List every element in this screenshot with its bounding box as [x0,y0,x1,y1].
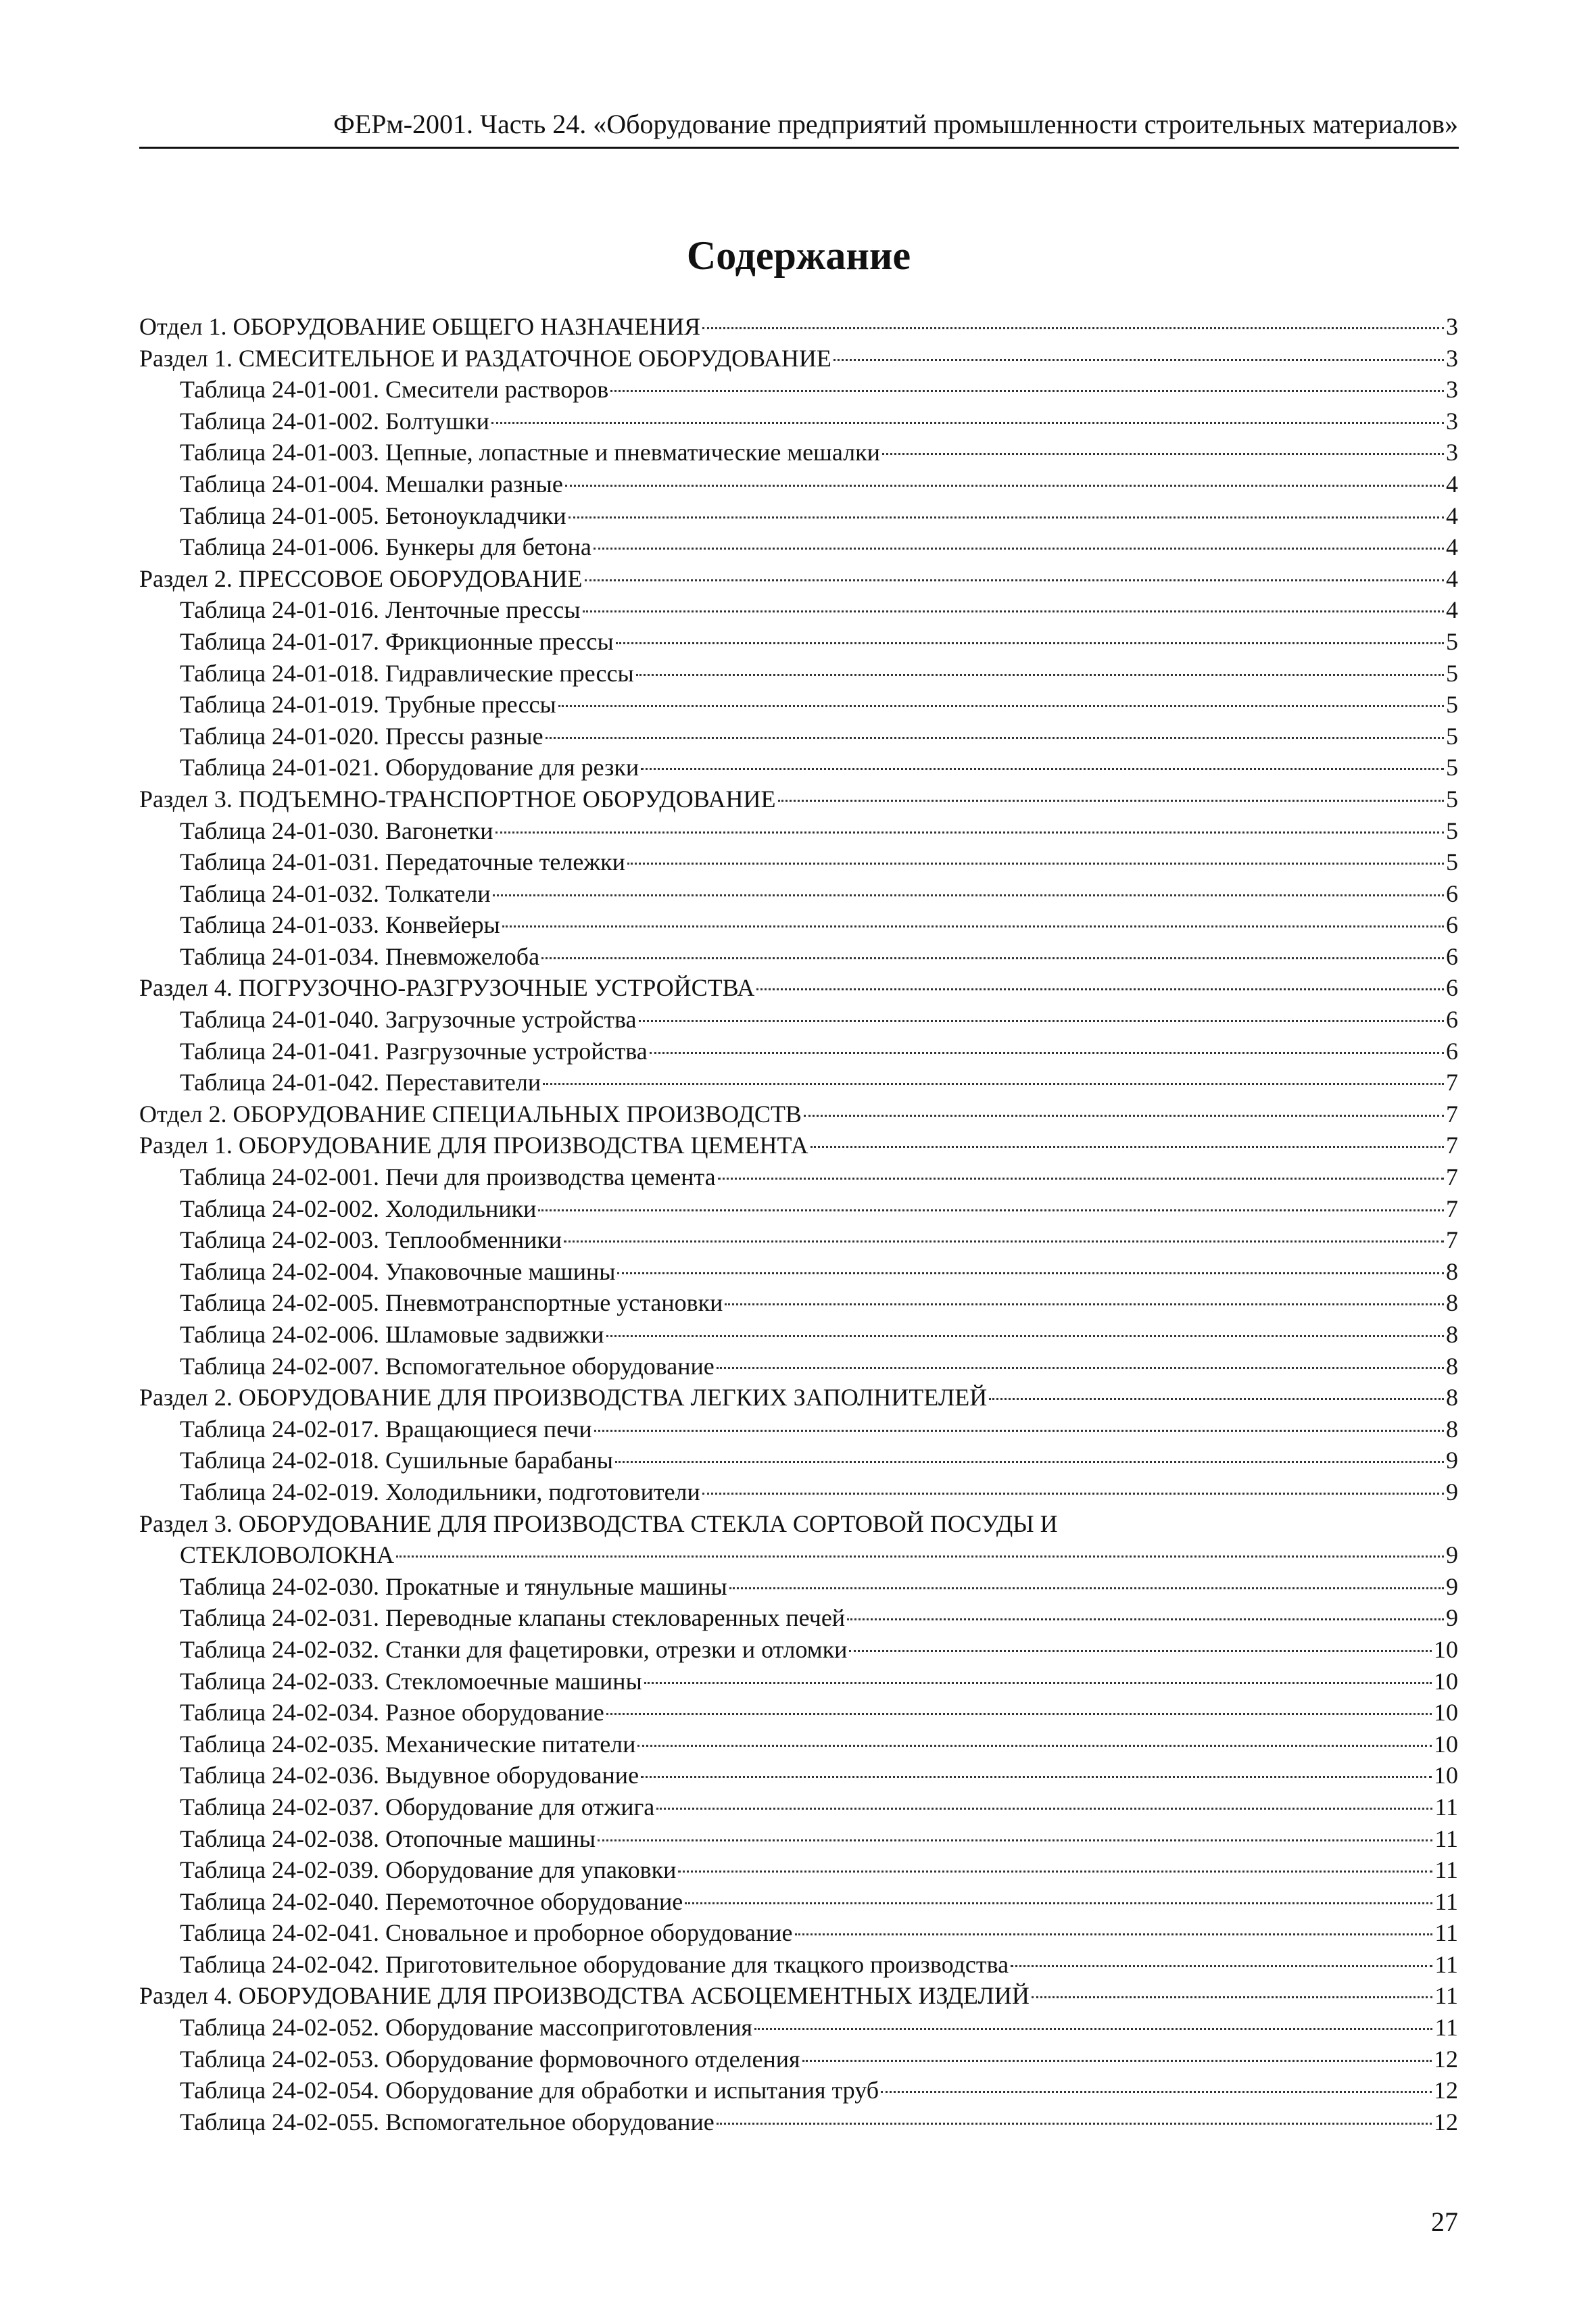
toc-entry-page: 11 [1434,1887,1458,1915]
toc-table-entry[interactable] [139,1036,1458,1067]
dot-leader [585,579,1444,581]
toc-table-entry[interactable] [139,1854,1458,1886]
toc-table-entry[interactable] [139,846,1458,878]
toc-table-entry[interactable] [139,406,1458,437]
page-number: 27 [1431,2206,1458,2237]
toc-entry-label: Таблица 24-02-017. Вращающиеся печи [180,1415,592,1443]
toc-entry-label: Таблица 24-02-035. Механические питатели [180,1730,636,1758]
toc-entry-page: 7 [1446,1226,1458,1254]
toc-entry-page: 9 [1446,1478,1458,1505]
dot-leader [725,1303,1444,1305]
toc-table-entry[interactable] [139,1823,1458,1855]
toc-section-entry[interactable] [139,1980,1458,2012]
toc-entry-label: Таблица 24-01-031. Передаточные тележки [180,848,625,876]
dot-leader [641,1776,1432,1778]
toc-entry-label: Таблица 24-01-040. Загрузочные устройства [180,1006,637,1034]
toc-entry-label: Таблица 24-02-005. Пневмотранспортные установки [180,1289,723,1317]
dot-leader [802,2060,1432,2062]
toc-entry-page: 12 [1434,2077,1458,2104]
toc-entry-label: Отдел 1. ОБОРУДОВАНИЕ ОБЩЕГО НАЗНАЧЕНИЯ [139,313,701,340]
toc-entry-label: Раздел 1. СМЕСИТЕЛЬНОЕ И РАЗДАТОЧНОЕ ОБОРУДОВАНИЕ [139,344,831,372]
toc-table-entry[interactable] [139,1067,1458,1099]
toc-entry-label: Таблица 24-02-031. Переводные клапаны стекловаренных печей [180,1604,846,1632]
toc-table-entry[interactable] [139,1602,1458,1634]
dot-leader [615,1461,1444,1463]
dot-leader [1011,1965,1432,1967]
dot-leader [811,1146,1444,1148]
dot-leader [617,1272,1444,1274]
toc-entry-label: Таблица 24-02-003. Теплообменники [180,1226,562,1254]
toc-entry-label: Таблица 24-01-003. Цепные, лопастные и пневматические мешалки [180,439,880,466]
toc-entry-page: 4 [1446,533,1458,561]
toc-entry-label: Таблица 24-01-016. Ленточные прессы [180,596,581,624]
dot-leader [1032,1996,1432,1998]
toc-entry-page: 7 [1446,1132,1458,1159]
toc-entry-label: Таблица 24-02-054. Оборудование для обработки и испытания труб [180,2077,879,2104]
toc-entry-page: 8 [1446,1352,1458,1380]
toc-section-entry[interactable] [139,1508,1458,1540]
toc-table-entry[interactable] [139,2106,1458,2138]
toc-entry-page: 11 [1434,1856,1458,1884]
dot-leader [565,485,1444,487]
dot-leader [594,548,1444,550]
dot-leader [717,2123,1432,2125]
toc-entry-page: 6 [1446,879,1458,907]
toc-entry-page: 6 [1446,1006,1458,1034]
toc-entry-label: Таблица 24-02-002. Холодильники [180,1195,537,1222]
toc-table-entry[interactable] [139,1729,1458,1760]
toc-section-entry[interactable] [139,343,1458,375]
toc-entry-page: 5 [1446,627,1458,655]
toc-entry-label: Таблица 24-02-034. Разное оборудование [180,1699,604,1727]
dot-leader [678,1871,1432,1873]
toc-table-entry[interactable] [139,815,1458,847]
toc-table-entry[interactable] [139,721,1458,752]
toc-entry-label: Таблица 24-01-004. Мешалки разные [180,470,563,498]
toc-table-entry[interactable] [139,752,1458,783]
toc-entry-page: 10 [1434,1762,1458,1789]
toc-entry-label: Таблица 24-02-019. Холодильники, подготовители [180,1478,700,1505]
toc-section-entry[interactable] [139,783,1458,815]
toc-entry-label: Таблица 24-02-001. Печи для производства цемента [180,1163,716,1191]
toc-table-entry[interactable] [139,1886,1458,1918]
toc-entry-page: 5 [1446,817,1458,844]
toc-entry-label: Раздел 1. ОБОРУДОВАНИЕ ДЛЯ ПРОИЗВОДСТВА ЦЕМЕНТА [139,1132,808,1159]
toc-entry-page: 11 [1434,1982,1458,2010]
toc-entry-label: Отдел 2. ОБОРУДОВАНИЕ СПЕЦИАЛЬНЫХ ПРОИЗВОДСТВ [139,1100,802,1128]
toc-entry-label: Раздел 4. ОБОРУДОВАНИЕ ДЛЯ ПРОИЗВОДСТВА АСБОЦЕМЕНТНЫХ ИЗДЕЛИЙ [139,1982,1030,2010]
toc-entry-page: 3 [1446,376,1458,404]
dot-leader [491,422,1444,424]
toc-table-entry[interactable] [139,437,1458,468]
toc-table-entry[interactable] [139,1256,1458,1288]
toc-table-entry[interactable] [139,594,1458,626]
toc-table-entry[interactable] [139,658,1458,690]
dot-leader [795,1933,1433,1935]
dot-leader [627,863,1444,865]
toc-entry-page: 11 [1434,1825,1458,1852]
toc-entry-page: 9 [1446,1447,1458,1474]
dot-leader [650,1052,1444,1054]
toc-entry-label: Таблица 24-02-007. Вспомогательное оборудование [180,1352,715,1380]
toc-entry-label: Таблица 24-02-042. Приготовительное оборудование для ткацкого производства [180,1950,1009,1978]
dot-leader [495,831,1444,834]
toc-entry-label: Таблица 24-01-021. Оборудование для резки [180,754,639,781]
dot-leader [637,1745,1432,1747]
toc-entry-page: 6 [1446,1037,1458,1065]
toc-entry-label: Таблица 24-02-018. Сушильные барабаны [180,1447,613,1474]
toc-entry-label: Таблица 24-02-038. Отопочные машины [180,1825,596,1852]
dot-leader [833,359,1444,361]
toc-entry-label: Таблица 24-02-041. Сновальное и проборное оборудование [180,1919,793,1947]
toc-table-entry[interactable] [139,374,1458,406]
dot-leader [564,1240,1444,1243]
toc-entry-label: Таблица 24-01-017. Фрикционные прессы [180,627,614,655]
toc-table-entry[interactable] [139,2012,1458,2044]
toc-entry-label: Таблица 24-01-002. Болтушки [180,407,489,435]
toc-entry-label: Таблица 24-01-032. Толкатели [180,879,491,907]
toc-entry-page: 6 [1446,911,1458,939]
toc-entry-page: 6 [1446,974,1458,1002]
toc-division-entry[interactable] [139,311,1458,343]
toc-entry-label: Таблица 24-01-020. Прессы разные [180,722,543,750]
dot-leader [606,1335,1444,1337]
toc-entry-page: 10 [1434,1667,1458,1695]
dot-leader [502,925,1444,927]
toc-entry-page: 7 [1446,1163,1458,1191]
dot-leader [543,1083,1444,1085]
toc-division-entry[interactable] [139,1099,1458,1130]
dot-leader [606,1713,1432,1715]
toc-entry-page: 3 [1446,313,1458,340]
toc-entry-label: Таблица 24-02-039. Оборудование для упаковки [180,1856,677,1884]
table-of-contents [139,311,1458,2138]
toc-entry-page: 5 [1446,691,1458,719]
toc-entry-label: Таблица 24-01-030. Вагонетки [180,817,493,844]
toc-entry-page: 4 [1446,470,1458,498]
dot-leader [639,1020,1445,1022]
toc-entry-page: 7 [1446,1195,1458,1222]
toc-table-entry[interactable] [139,689,1458,721]
dot-leader [656,1808,1432,1810]
dot-leader [685,1902,1432,1904]
toc-entry-page: 4 [1446,502,1458,529]
toc-table-entry[interactable] [139,1351,1458,1382]
toc-entry-page: 11 [1434,2014,1458,2042]
toc-entry-page: 11 [1434,1793,1458,1820]
dot-leader [756,988,1444,990]
toc-entry-page: 12 [1434,2108,1458,2136]
dot-leader [636,674,1444,676]
dot-leader [538,1209,1444,1211]
dot-leader [396,1555,1444,1558]
toc-entry-page: 9 [1446,1572,1458,1600]
running-header: ФЕРм-2001. Часть 24. «Оборудование предприятий промышленности строительных материалов» [333,109,1458,139]
toc-entry-page: 8 [1446,1289,1458,1317]
toc-entry-page: 8 [1446,1321,1458,1348]
toc-entry-label: Раздел 3. ОБОРУДОВАНИЕ ДЛЯ ПРОИЗВОДСТВА СТЕКЛА СОРТОВОЙ ПОСУДЫ И [139,1510,1058,1537]
toc-entry-page: 12 [1434,2045,1458,2073]
toc-table-entry[interactable] [139,626,1458,658]
dot-leader [610,390,1444,392]
toc-entry-page: 5 [1446,722,1458,750]
toc-entry-label: Таблица 24-02-040. Перемоточное оборудование [180,1887,683,1915]
toc-table-entry[interactable] [139,500,1458,532]
dot-leader [644,1682,1432,1684]
toc-entry-page: 8 [1446,1257,1458,1285]
dot-leader [594,1430,1444,1432]
toc-table-entry[interactable] [139,1224,1458,1256]
toc-entry-label: Таблица 24-02-006. Шламовые задвижки [180,1321,604,1348]
toc-entry-label: Раздел 3. ПОДЪЕМНО-ТРАНСПОРТНОЕ ОБОРУДОВАНИЕ [139,785,776,813]
toc-table-entry[interactable] [139,1193,1458,1225]
toc-entry-page: 11 [1434,1919,1458,1947]
toc-entry-page: 11 [1434,1950,1458,1978]
dot-leader [541,957,1444,959]
toc-table-entry[interactable] [139,2044,1458,2075]
toc-section-entry[interactable] [139,1539,1458,1571]
toc-entry-label: Таблица 24-02-052. Оборудование массоприготовления [180,2014,753,2042]
toc-table-entry[interactable] [139,2075,1458,2106]
toc-entry-label: Таблица 24-02-030. Прокатные и тянульные машины [180,1572,727,1600]
toc-entry-label: Таблица 24-01-034. Пневможелоба [180,942,540,970]
toc-entry-page: 5 [1446,848,1458,876]
toc-section-entry[interactable] [139,563,1458,595]
dot-leader [778,800,1444,802]
toc-entry-label: Таблица 24-01-042. Переставители [180,1069,541,1096]
dot-leader [546,737,1444,739]
toc-section-entry[interactable] [139,1382,1458,1414]
toc-table-entry[interactable] [139,878,1458,910]
dot-leader [989,1398,1444,1400]
toc-table-entry[interactable] [139,1476,1458,1508]
toc-entry-label: Раздел 2. ОБОРУДОВАНИЕ ДЛЯ ПРОИЗВОДСТВА ЛЕГКИХ ЗАПОЛНИТЕЛЕЙ [139,1384,988,1412]
toc-entry-page: 5 [1446,659,1458,687]
toc-entry-page: 8 [1446,1384,1458,1412]
toc-entry-label: Таблица 24-01-019. Трубные прессы [180,691,556,719]
toc-table-entry[interactable] [139,1414,1458,1445]
toc-table-entry[interactable] [139,1949,1458,1981]
toc-table-entry[interactable] [139,1634,1458,1666]
toc-entry-label: Раздел 4. ПОГРУЗОЧНО-РАЗГРУЗОЧНЫЕ УСТРОЙСТВА [139,974,755,1002]
toc-entry-page: 3 [1446,439,1458,466]
toc-entry-page: 10 [1434,1730,1458,1758]
toc-entry-label: Таблица 24-01-005. Бетоноукладчики [180,502,566,529]
toc-table-entry[interactable] [139,941,1458,973]
toc-entry-label: Таблица 24-02-055. Вспомогательное оборудование [180,2108,715,2136]
dot-leader [702,1493,1444,1495]
toc-table-entry[interactable] [139,1319,1458,1351]
toc-section-entry[interactable] [139,972,1458,1004]
toc-table-entry[interactable] [139,1666,1458,1697]
dot-leader [493,894,1444,896]
toc-table-entry[interactable] [139,909,1458,941]
toc-table-entry[interactable] [139,531,1458,563]
dot-leader [754,2028,1432,2030]
toc-entry-label: Таблица 24-01-001. Смесители растворов [180,376,609,404]
toc-entry-label: Таблица 24-01-033. Конвейеры [180,911,500,939]
toc-entry-page: 10 [1434,1699,1458,1727]
dot-leader [569,516,1444,518]
toc-entry-label: Раздел 2. ПРЕССОВОЕ ОБОРУДОВАНИЕ [139,564,583,592]
toc-table-entry[interactable] [139,1004,1458,1036]
dot-leader [717,1367,1444,1369]
toc-entry-page: 5 [1446,754,1458,781]
toc-table-entry[interactable] [139,468,1458,500]
toc-table-entry[interactable] [139,1161,1458,1193]
toc-table-entry[interactable] [139,1917,1458,1949]
toc-entry-page: 9 [1446,1604,1458,1632]
toc-entry-label: Таблица 24-02-037. Оборудование для отжига [180,1793,655,1820]
toc-title: Содержание [686,233,911,278]
toc-entry-page: 7 [1446,1100,1458,1128]
toc-entry-page: 4 [1446,596,1458,624]
toc-entry-label: Таблица 24-02-004. Упаковочные машины [180,1257,616,1285]
dot-leader [804,1115,1444,1117]
dot-leader [598,1839,1432,1841]
toc-entry-page: 9 [1446,1541,1458,1569]
dot-leader [718,1178,1444,1180]
toc-entry-label: СТЕКЛОВОЛОКНА [180,1541,395,1569]
toc-table-entry[interactable] [139,1287,1458,1319]
dot-leader [558,705,1444,707]
toc-entry-label: Таблица 24-01-018. Гидравлические прессы [180,659,634,687]
toc-entry-page: 8 [1446,1415,1458,1443]
toc-entry-label: Таблица 24-02-033. Стекломоечные машины [180,1667,642,1695]
toc-entry-label: Таблица 24-02-053. Оборудование формовочного отделения [180,2045,800,2073]
toc-entry-page: 4 [1446,564,1458,592]
toc-entry-page: 3 [1446,407,1458,435]
toc-table-entry[interactable] [139,1791,1458,1823]
toc-entry-label: Таблица 24-01-006. Бункеры для бетона [180,533,591,561]
header-rule [139,147,1459,149]
toc-entry-page: 6 [1446,942,1458,970]
dot-leader [882,453,1444,455]
toc-table-entry[interactable] [139,1445,1458,1476]
dot-leader [849,1650,1432,1652]
toc-table-entry[interactable] [139,1760,1458,1791]
toc-entry-label: Таблица 24-02-032. Станки для фацетировки, отрезки и отломки [180,1635,848,1663]
dot-leader [881,2091,1432,2093]
toc-entry-label: Таблица 24-02-036. Выдувное оборудование [180,1762,639,1789]
dot-leader [847,1618,1444,1620]
toc-section-entry[interactable] [139,1130,1458,1161]
dot-leader [641,768,1444,770]
dot-leader [729,1587,1444,1589]
toc-entry-page: 10 [1434,1635,1458,1663]
toc-entry-page: 7 [1446,1069,1458,1096]
dot-leader [583,610,1444,612]
dot-leader [616,642,1444,644]
dot-leader [702,327,1444,329]
toc-table-entry[interactable] [139,1697,1458,1729]
toc-table-entry[interactable] [139,1571,1458,1603]
toc-entry-page: 3 [1446,344,1458,372]
toc-entry-page: 5 [1446,785,1458,813]
toc-entry-label: Таблица 24-01-041. Разгрузочные устройства [180,1037,648,1065]
